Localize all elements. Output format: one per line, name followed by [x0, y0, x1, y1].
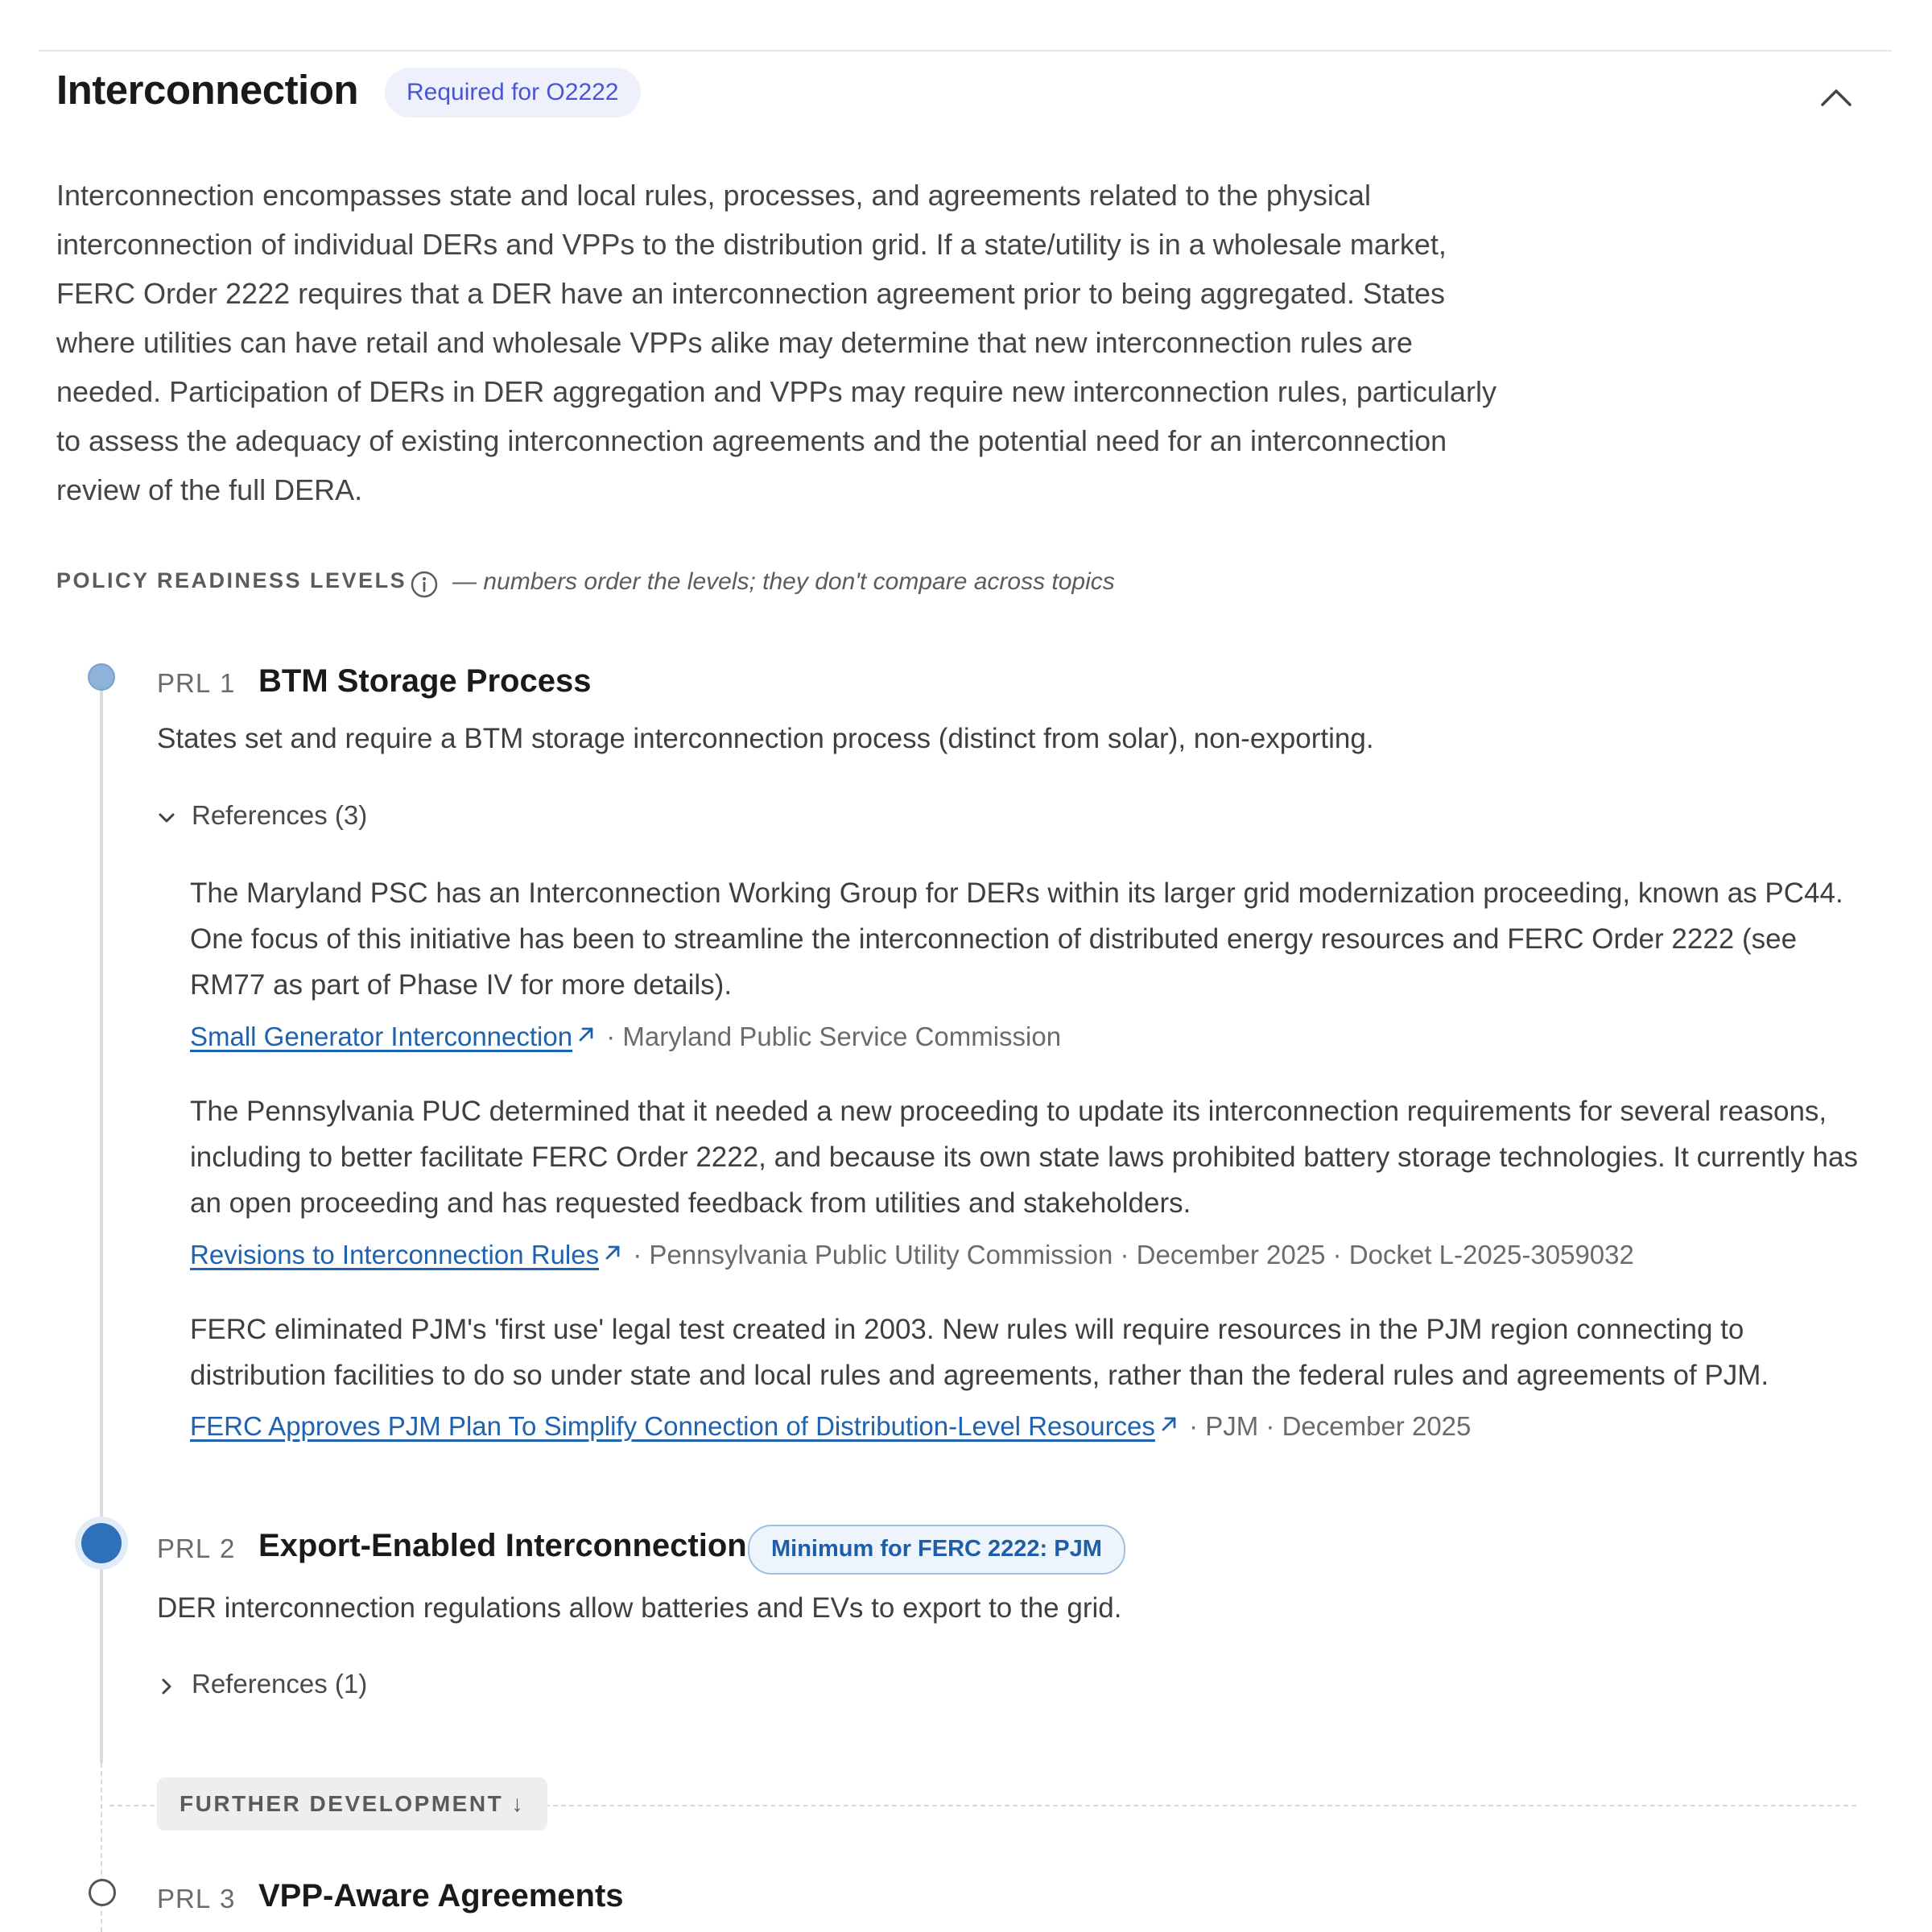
- minimum-ferc-badge: Minimum for FERC 2222: PJM: [748, 1525, 1125, 1575]
- level-3-marker: [89, 1879, 116, 1906]
- further-development-label: FURTHER DEVELOPMENT ↓: [157, 1777, 547, 1831]
- level-1-title: BTM Storage Process: [258, 663, 592, 699]
- reference-1-text: The Maryland PSC has an Interconnection Working Group for DERs within its larger grid modernization proceeding, known as PC44. One focus of this initiative has been to streamline the interconnection of distributed energy resources and FERC Order 2222 (see RM77 as part of Phase IV for more details).: [190, 877, 1843, 1001]
- external-link-icon: [1159, 1414, 1179, 1434]
- section-intro: Interconnection encompasses state and local rules, processes, and agreements related to the physical interconnection of individual DERs and VPPs to the distribution grid. If a state/utility is in a wholesale market, FERC Order 2222 requires that a DER have an interconnection agreement prior to being aggregated. States where utilities can have retail and wholesale VPPs alike may determine that new interconnection rules are needed. Participation of DERs in DER aggregation and VPPs may require new interconnection rules, particularly to assess the adequacy of existing interconnection agreements and the potential need for an interconnection review of the full DERA.: [56, 179, 1496, 506]
- references-label: References (3): [192, 800, 368, 830]
- chevron-up-icon: [1815, 77, 1857, 119]
- level-1-marker: [88, 663, 115, 691]
- external-link-icon: [603, 1243, 622, 1262]
- timeline-line: [100, 678, 103, 1763]
- reference-1-source: [190, 1022, 1061, 1052]
- level-3-title: VPP-Aware Agreements: [258, 1878, 624, 1913]
- references-label: References (1): [192, 1669, 368, 1699]
- external-link-icon: [576, 1025, 596, 1044]
- level-2-number: 2: [220, 1534, 235, 1563]
- reference-1-link[interactable]: Small Generator Interconnection: [190, 1022, 573, 1051]
- timeline-line-dashed: [101, 1763, 102, 1932]
- reference-1-meta: · Maryland Public Service Commission: [599, 1022, 1062, 1051]
- top-divider: [39, 50, 1892, 52]
- level-2-title: Export-Enabled Interconnection: [258, 1528, 747, 1563]
- collapse-button[interactable]: [1815, 77, 1857, 119]
- level-3-number: 3: [220, 1884, 235, 1913]
- level-2-marker: [81, 1523, 122, 1563]
- reference-2-text: The Pennsylvania PUC determined that it needed a new proceeding to update its interconnection requirements for several reasons, including to better facilitate FERC Order 2222, and because its own state laws prohibited battery storage technologies. It currently has an open proceeding and has requested feedback from utilities and stakeholders.: [190, 1096, 1858, 1219]
- chevron-down-icon: [157, 808, 176, 828]
- level-1-prl: PRL: [157, 668, 212, 698]
- policy-readiness-note: — numbers order the levels; they don't compare across topics: [452, 568, 1115, 595]
- reference-3-source: [190, 1411, 1471, 1442]
- level-2-description: DER interconnection regulations allow batteries and EVs to export to the grid.: [157, 1592, 1122, 1624]
- reference-3-link[interactable]: FERC Approves PJM Plan To Simplify Connection of Distribution-Level Resources: [190, 1411, 1155, 1441]
- policy-readiness-label: POLICY READINESS LEVELS: [56, 568, 407, 592]
- reference-3-text: FERC eliminated PJM's 'first use' legal test created in 2003. New rules will require resources in the PJM region connecting to distribution facilities to do so under state and local rules and agreements, rather than the federal rules and agreements of PJM.: [190, 1314, 1769, 1391]
- info-icon[interactable]: [410, 570, 439, 599]
- level-2-prl: PRL: [157, 1534, 212, 1563]
- level-1-number: 1: [220, 668, 235, 698]
- required-badge: Required for O2222: [385, 68, 641, 118]
- level-1-description: States set and require a BTM storage interconnection process (distinct from solar), non-exporting.: [157, 723, 1374, 754]
- reference-2-source: [190, 1240, 1634, 1270]
- chevron-right-icon: [157, 1677, 176, 1696]
- section-title: Interconnection: [56, 67, 359, 113]
- reference-2-meta: · Pennsylvania Public Utility Commission · December 2025 · Docket L-2025-3059032: [625, 1240, 1634, 1269]
- reference-2-link[interactable]: Revisions to Interconnection Rules: [190, 1240, 600, 1269]
- level-3-prl: PRL: [157, 1884, 212, 1913]
- reference-3-meta: · PJM · December 2025: [1181, 1411, 1472, 1441]
